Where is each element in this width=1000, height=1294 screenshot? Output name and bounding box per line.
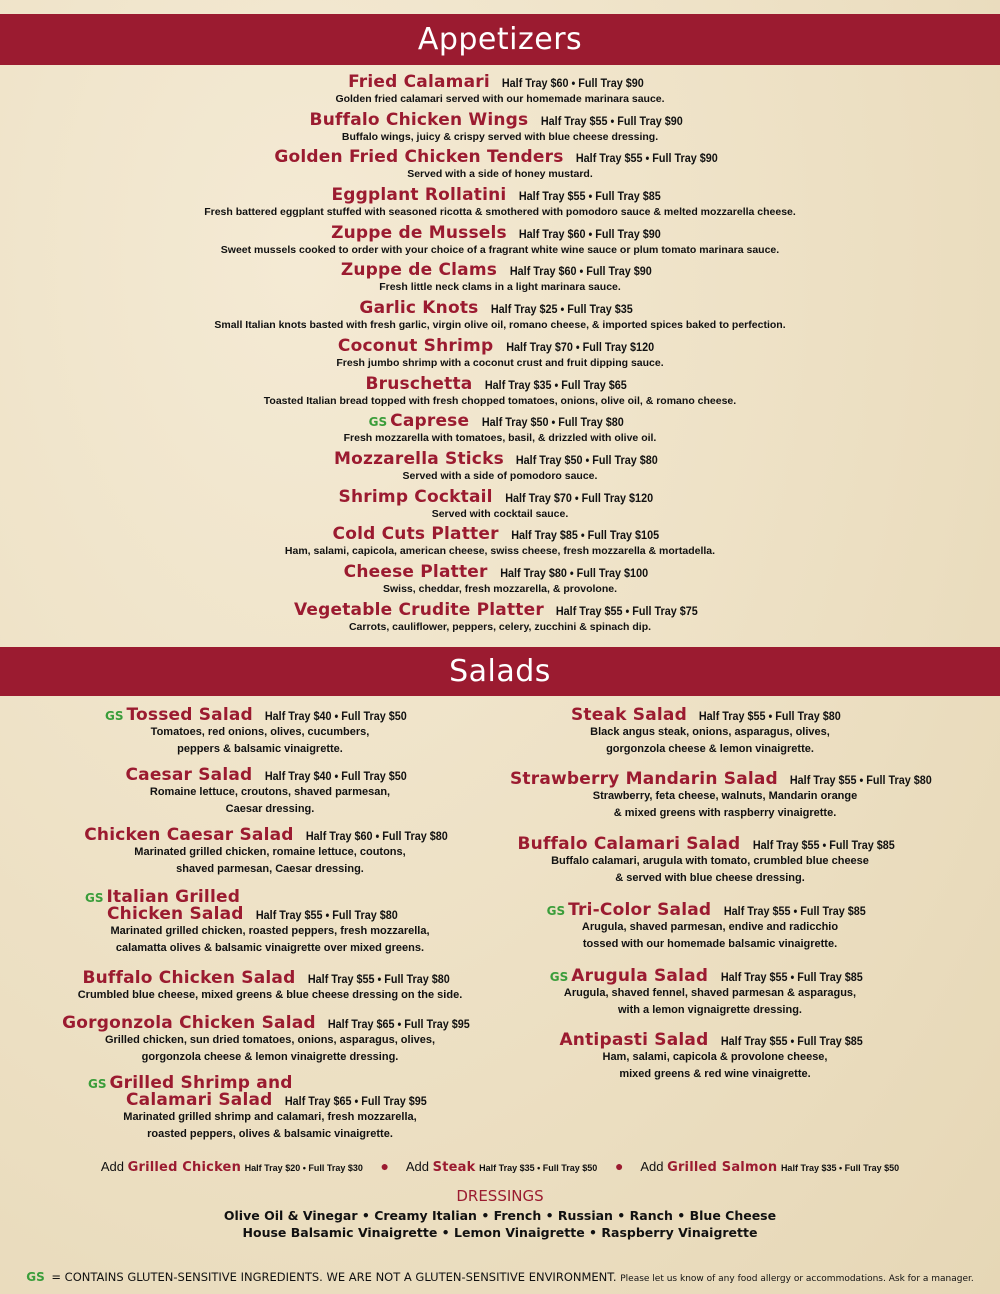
item-name: Chicken Caesar Salad [84, 825, 294, 845]
footer-disclaimer [0, 1270, 1000, 1284]
item-price: Half Tray $55 • Full Tray $85 [720, 1034, 863, 1048]
item-desc: & mixed greens with raspberry vinaigrette. [613, 806, 837, 819]
addon-name: Grilled Chicken [127, 1160, 242, 1175]
list-item [60, 889, 480, 956]
item-desc: Crumbled blue cheese, mixed greens & blue cheese dressing on the side. [77, 989, 463, 1001]
item-name: Mozzarella Sticks [334, 448, 504, 469]
item-name: Calamari Salad [126, 1090, 273, 1110]
item-desc: tossed with our homemade balsamic vinaigrette. [582, 937, 838, 950]
item-price: Half Tray $25 • Full Tray $35 [490, 302, 633, 317]
item-desc: Ham, salami, capicola & provolone cheese, [602, 1051, 828, 1063]
gs-badge: GS [546, 904, 566, 918]
list-item [60, 827, 480, 877]
item-desc: Arugula, shaved fennel, shaved parmesan & asparagus, [563, 987, 857, 999]
item-desc: Fresh little neck clams in a light marinara sauce. [379, 281, 621, 294]
item-desc: Fresh jumbo shrimp with a coconut crust and fruit dipping sauce. [336, 356, 664, 369]
item-name: Vegetable Crudite Platter [293, 599, 544, 620]
item-name: Italian Grilled [106, 887, 241, 907]
item-desc: Tomatoes, red onions, olives, cucumbers, [150, 726, 370, 738]
item-price: Half Tray $80 • Full Tray $100 [500, 565, 649, 580]
item-name: Steak Salad [570, 705, 687, 725]
item-price: Half Tray $55 • Full Tray $85 [752, 838, 895, 852]
item-name: Strawberry Mandarin Salad [509, 769, 778, 789]
item-desc: & served with blue cheese dressing. [615, 871, 805, 884]
list-item [0, 337, 1000, 375]
item-price: Half Tray $65 • Full Tray $95 [328, 1017, 470, 1031]
item-name: Buffalo Chicken Salad [82, 968, 296, 988]
item-name: Cold Cuts Platter [332, 524, 499, 545]
item-price: Half Tray $55 • Full Tray $90 [540, 113, 683, 128]
item-name: Zuppe de Mussels [331, 222, 507, 243]
list-item [500, 771, 950, 821]
list-item [0, 111, 1000, 149]
gs-badge: GS [26, 1270, 45, 1284]
item-price: Half Tray $85 • Full Tray $105 [511, 528, 660, 543]
item-price: Half Tray $60 • Full Tray $90 [502, 76, 645, 90]
appetizers-title: Appetizers [417, 22, 583, 57]
item-price: Half Tray $55 • Full Tray $90 [575, 151, 718, 166]
item-price: Half Tray $55 • Full Tray $80 [256, 908, 398, 922]
item-name: Caprese [390, 411, 470, 432]
item-desc: Fresh mozzarella with tomatoes, basil, & drizzled with olive oil. [343, 432, 657, 445]
item-name: Arugula Salad [571, 966, 709, 986]
item-price: Half Tray $55 • Full Tray $85 [518, 189, 661, 204]
item-name: Gorgonzola Chicken Salad [62, 1013, 316, 1033]
item-price: Half Tray $50 • Full Tray $80 [516, 452, 659, 467]
item-desc: Fresh battered eggplant stuffed with seasoned ricotta & smothered with pomodoro sauce & melted mozzarella cheese. [204, 206, 796, 219]
addon-label: Add [405, 1159, 430, 1174]
item-name: Zuppe de Clams [340, 260, 498, 281]
list-item [0, 525, 1000, 563]
item-desc: mixed greens & red wine vinaigrette. [619, 1067, 811, 1080]
addon-name: Steak [432, 1160, 476, 1175]
list-item [0, 224, 1000, 262]
item-price: Half Tray $65 • Full Tray $95 [284, 1094, 427, 1108]
item-desc: peppers & balsamic vinaigrette. [177, 742, 343, 755]
list-item [500, 968, 920, 1018]
list-item [60, 707, 460, 757]
item-name: Tri-Color Salad [568, 900, 712, 920]
bullet-separator: ● [380, 1158, 389, 1174]
list-item [0, 73, 1000, 111]
gs-badge: GS [88, 1077, 107, 1091]
gs-badge: GS [368, 415, 388, 430]
appetizers-banner [0, 14, 1000, 65]
item-desc: Grilled chicken, sun dried tomatoes, onions, asparagus, olives, [104, 1034, 436, 1046]
gs-badge: GS [85, 891, 104, 905]
dressings-title: DRESSINGS [456, 1187, 544, 1205]
addon-label: Add [100, 1159, 124, 1174]
item-desc: Served with a side of pomodoro sauce. [402, 469, 598, 482]
item-desc: gorgonzola cheese & lemon vinaigrette dressing. [141, 1050, 399, 1063]
item-desc: Sweet mussels cooked to order with your choice of a fragrant white wine sauce or plum tomato marinara sauce. [220, 243, 780, 256]
gs-badge: GS [549, 970, 569, 984]
allergy-note: Please let us know of any food allergy or accommodations. Ask for a manager. [620, 1274, 974, 1284]
item-name: Antipasti Salad [559, 1030, 709, 1050]
item-desc: calamatta olives & balsamic vinaigrette over mixed greens. [115, 941, 425, 954]
item-price: Half Tray $70 • Full Tray $120 [505, 490, 654, 505]
list-item [0, 148, 1000, 186]
addon-price: Half Tray $35 • Full Tray $50 [479, 1163, 598, 1173]
list-item [0, 412, 1000, 450]
list-item [0, 186, 1000, 224]
item-price: Half Tray $55 • Full Tray $75 [556, 603, 699, 618]
item-name: Chicken Salad [107, 904, 244, 924]
item-price: Half Tray $55 • Full Tray $80 [699, 709, 842, 723]
item-desc: shaved parmesan, Caesar dressing. [176, 862, 364, 875]
item-name: Grilled Shrimp and [109, 1073, 293, 1093]
item-desc: Buffalo wings, juicy & crispy served with blue cheese dressing. [341, 130, 659, 143]
addons-row [0, 1158, 1000, 1175]
item-price: Half Tray $55 • Full Tray $85 [723, 904, 866, 918]
item-price: Half Tray $60 • Full Tray $80 [306, 829, 448, 843]
item-desc: Served with cocktail sauce. [431, 507, 569, 520]
list-item [60, 1015, 480, 1065]
item-name: Coconut Shrimp [337, 335, 494, 356]
addon-price: Half Tray $20 • Full Tray $30 [244, 1163, 363, 1173]
item-desc: Toasted Italian bread topped with fresh chopped tomatoes, onions, olive oil, & romano cheese. [263, 394, 737, 407]
list-item [0, 261, 1000, 299]
list-item [60, 767, 480, 817]
list-item [0, 563, 1000, 601]
item-name: Eggplant Rollatini [331, 185, 507, 206]
item-desc: Buffalo calamari, arugula with tomato, crumbled blue cheese [551, 855, 869, 867]
item-name: Tossed Salad [126, 705, 253, 725]
item-desc: Golden fried calamari served with our homemade marinara sauce. [335, 93, 665, 105]
salads-title: Salads [449, 654, 551, 689]
item-price: Half Tray $55 • Full Tray $80 [307, 972, 450, 986]
item-desc: roasted peppers, olives & balsamic vinaigrette. [147, 1127, 393, 1140]
item-desc: Strawberry, feta cheese, walnuts, Mandarin orange [592, 790, 858, 802]
list-item [500, 707, 920, 757]
bullet-separator: ● [614, 1158, 624, 1174]
item-name: Caesar Salad [125, 765, 253, 785]
item-price: Half Tray $55 • Full Tray $80 [790, 773, 933, 787]
appetizers-list [0, 73, 1000, 638]
item-name: Garlic Knots [359, 298, 479, 319]
item-price: Half Tray $60 • Full Tray $90 [519, 226, 662, 241]
item-desc: Ham, salami, capicola, american cheese, swiss cheese, fresh mozzarella & mortadella. [284, 545, 716, 558]
list-item [500, 836, 920, 886]
item-desc: Small Italian knots basted with fresh garlic, virgin olive oil, romano cheese, & imported spices baked to perfection. [214, 319, 786, 332]
dressings-line: Olive Oil & Vinegar • Creamy Italian • French • Russian • Ranch • Blue Cheese [223, 1208, 777, 1223]
addon-price: Half Tray $35 • Full Tray $50 [780, 1163, 900, 1173]
list-item [60, 1075, 480, 1142]
item-desc: with a lemon vignaigrette dressing. [618, 1003, 802, 1016]
item-price: Half Tray $40 • Full Tray $50 [264, 769, 407, 783]
item-name: Fried Calamari [348, 72, 490, 92]
item-desc: Arugula, shaved parmesan, endive and radicchio [581, 921, 839, 933]
list-item [500, 902, 920, 952]
item-name: Cheese Platter [343, 561, 488, 582]
list-item [0, 375, 1000, 413]
item-price: Half Tray $35 • Full Tray $65 [484, 377, 627, 392]
list-item [500, 1032, 930, 1082]
list-item [0, 299, 1000, 337]
disclaimer-text: = CONTAINS GLUTEN-SENSITIVE INGREDIENTS. WE ARE NOT A GLUTEN-SENSITIVE ENVIRONMENT. [51, 1270, 617, 1284]
item-desc: Swiss, cheddar, fresh mozzarella, & provolone. [383, 582, 617, 595]
list-item [0, 601, 1000, 639]
item-desc: Caesar dressing. [225, 802, 315, 815]
list-item [0, 450, 1000, 488]
item-desc: Romaine lettuce, croutons, shaved parmesan, [149, 786, 391, 798]
salads-banner [0, 647, 1000, 696]
item-desc: Served with a side of honey mustard. [407, 168, 593, 181]
addon-name: Grilled Salmon [667, 1160, 778, 1175]
item-price: Half Tray $60 • Full Tray $90 [509, 264, 652, 279]
gs-badge: GS [104, 709, 124, 723]
item-desc: Marinated grilled chicken, roasted peppers, fresh mozzarella, [110, 925, 430, 937]
list-item [60, 970, 480, 1004]
item-name: Buffalo Calamari Salad [517, 834, 741, 854]
item-name: Buffalo Chicken Wings [309, 109, 529, 130]
item-name: Golden Fried Chicken Tenders [274, 147, 564, 168]
item-desc: Black angus steak, onions, asparagus, olives, [590, 726, 830, 738]
item-desc: Carrots, cauliflower, peppers, celery, zucchini & spinach dip. [348, 620, 652, 633]
addon-label: Add [640, 1159, 664, 1174]
item-desc: Marinated grilled shrimp and calamari, fresh mozzarella, [123, 1111, 417, 1123]
item-price: Half Tray $40 • Full Tray $50 [265, 709, 408, 723]
item-name: Bruschetta [365, 373, 473, 394]
item-name: Shrimp Cocktail [338, 486, 493, 507]
dressings-line: House Balsamic Vinaigrette • Lemon Vinaigrette • Raspberry Vinaigrette [242, 1225, 758, 1240]
list-item [0, 488, 1000, 526]
item-desc: Marinated grilled chicken, romaine lettuce, coutons, [134, 846, 406, 858]
item-desc: gorgonzola cheese & lemon vinaigrette. [606, 742, 814, 755]
item-price: Half Tray $70 • Full Tray $120 [505, 339, 654, 354]
item-price: Half Tray $50 • Full Tray $80 [481, 415, 624, 430]
item-price: Half Tray $55 • Full Tray $85 [720, 970, 863, 984]
